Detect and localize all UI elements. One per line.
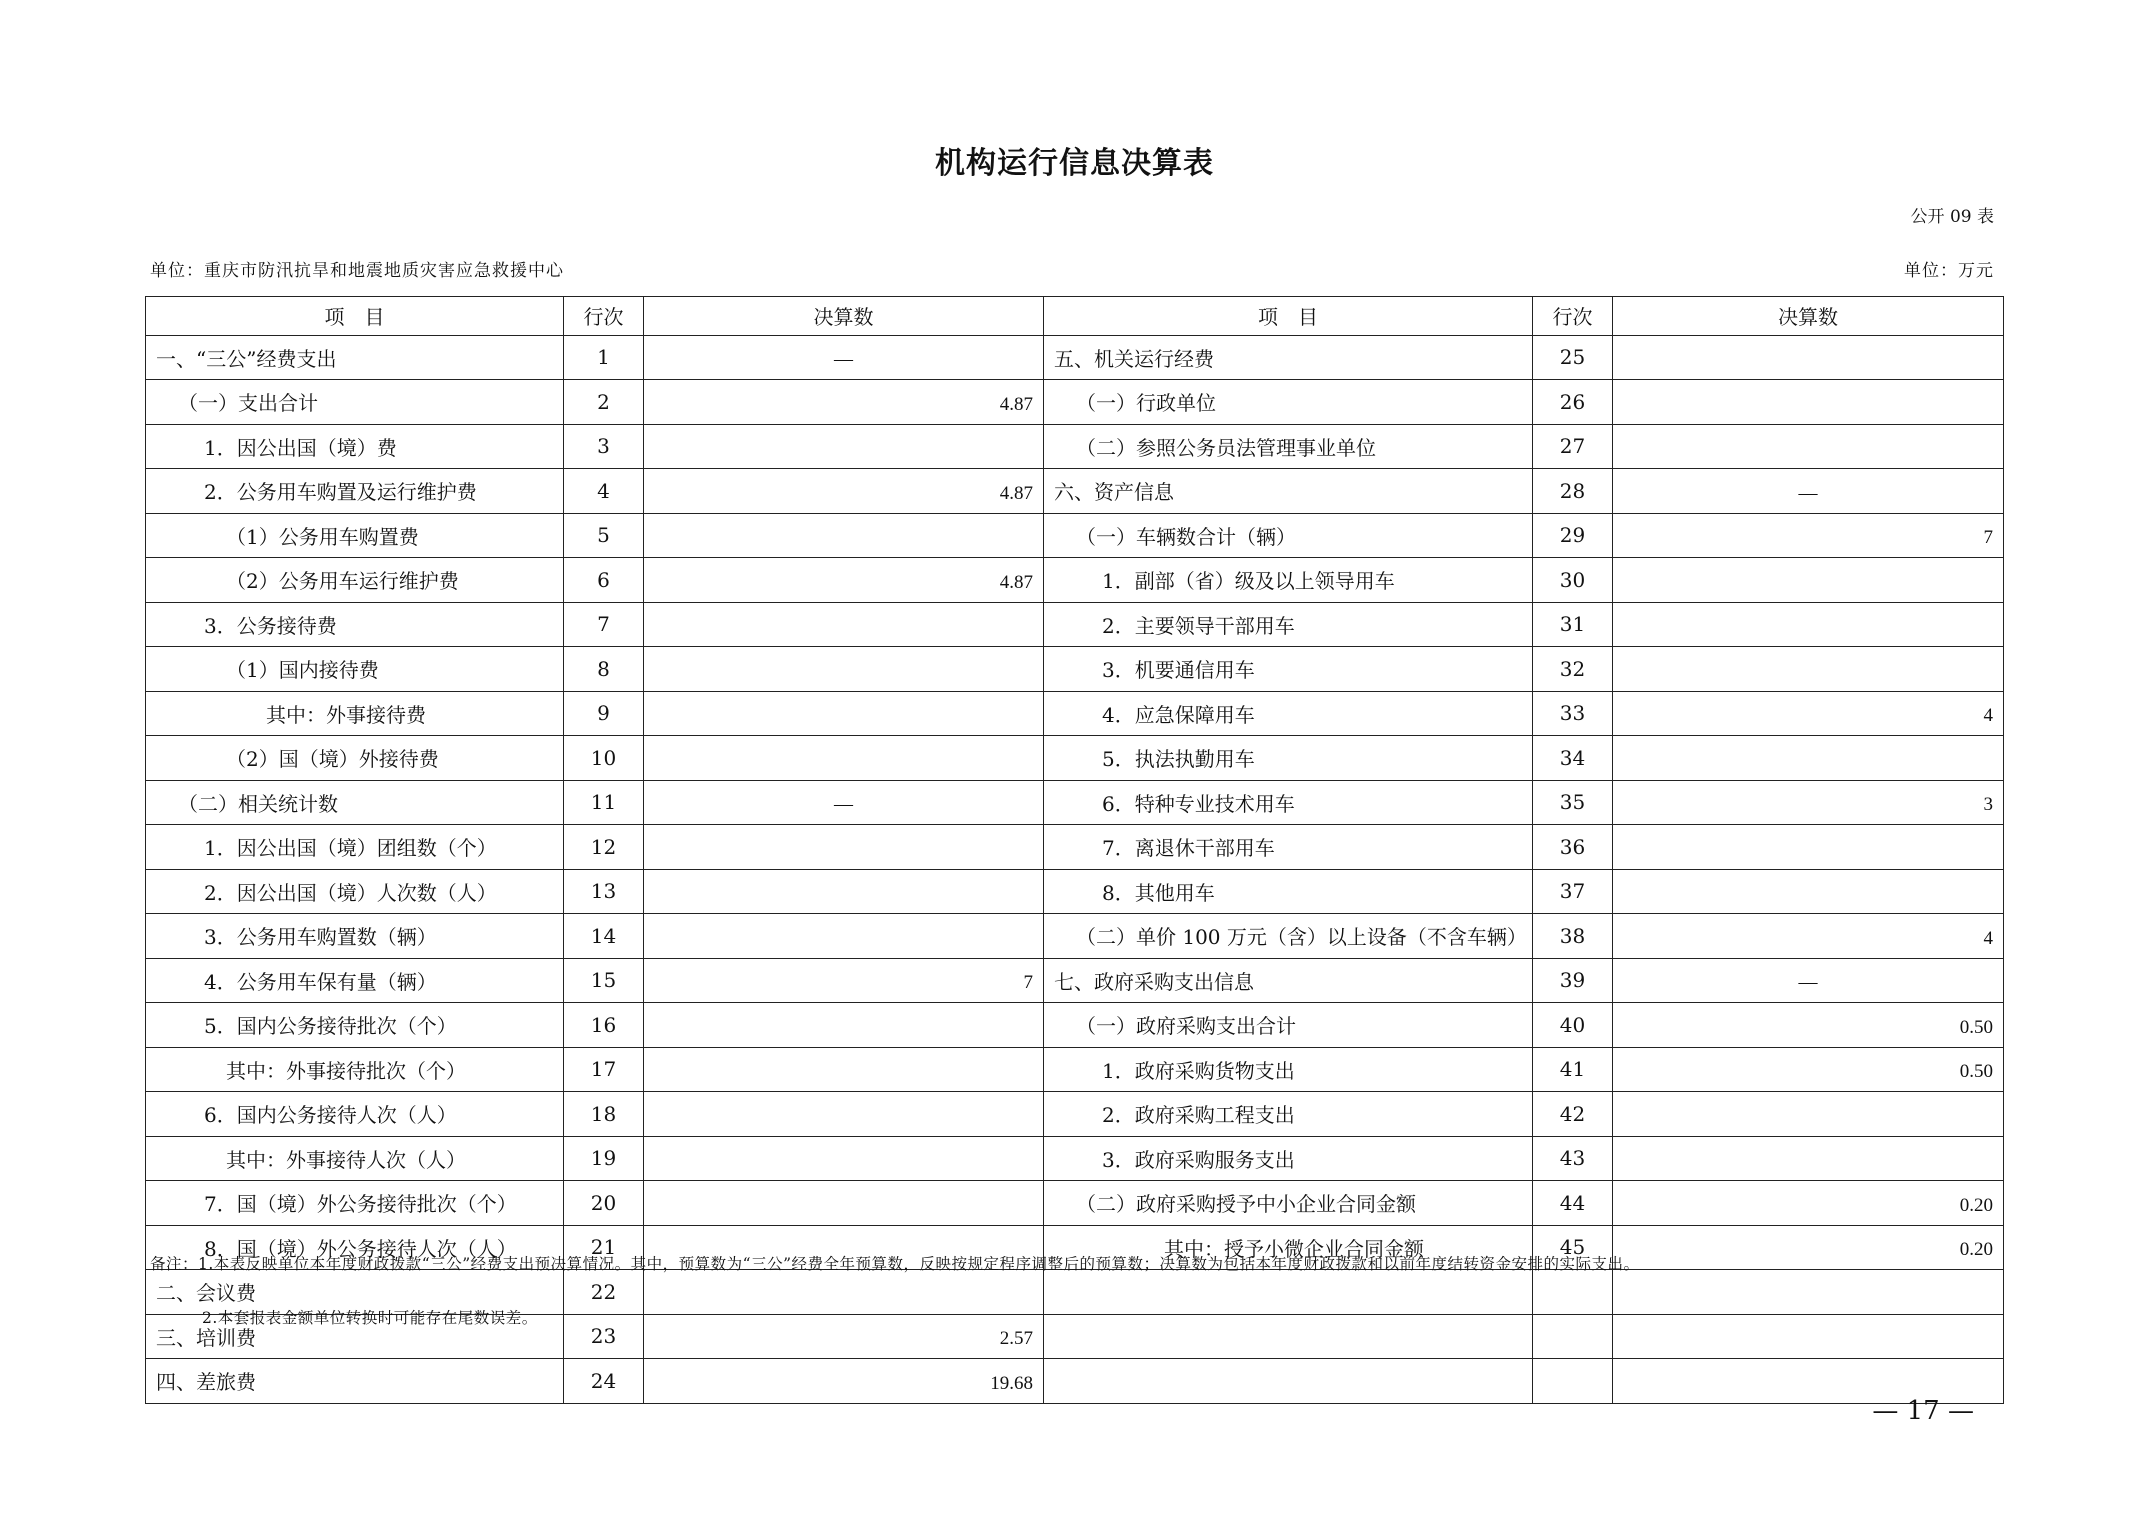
row-item-right: （二）政府采购授予中小企业合同金额 [1044,1181,1533,1226]
row-amount-left [644,869,1044,914]
row-item-right: 1．副部（省）级及以上领导用车 [1044,558,1533,603]
row-amount-right [1613,335,2004,380]
operations-info-table [145,296,2004,1404]
row-line-left: 3 [564,424,644,469]
currency-unit: 单位：万元 [1904,261,1994,281]
row-item-left: （二）相关统计数 [146,780,564,825]
row-item-right [1044,1314,1533,1359]
row-amount-right [1613,1092,2004,1137]
table-row [146,335,2004,380]
header-amount-left: 决算数 [644,297,1044,336]
row-amount-left [644,1181,1044,1226]
row-item-left: （1）国内接待费 [146,647,564,692]
row-line-left: 13 [564,869,644,914]
row-line-left: 9 [564,691,644,736]
row-amount-left [644,914,1044,959]
header-item-right: 项 目 [1044,297,1533,336]
row-item-right: 3．机要通信用车 [1044,647,1533,692]
row-line-right [1533,1270,1613,1315]
row-item-right: 8．其他用车 [1044,869,1533,914]
row-item-left: （2）公务用车运行维护费 [146,558,564,603]
row-line-left: 12 [564,825,644,870]
footnote-2: 2.本套报表金额单位转换时可能存在尾数误差。 [202,1309,538,1327]
table-row [146,380,2004,425]
row-amount-left [644,1003,1044,1048]
row-item-right: 七、政府采购支出信息 [1044,958,1533,1003]
row-line-right: 33 [1533,691,1613,736]
table-row [146,424,2004,469]
form-number: 公开 09 表 [1910,207,1994,227]
row-line-right: 35 [1533,780,1613,825]
row-amount-right: 0.50 [1613,1047,2004,1092]
row-item-right: 1．政府采购货物支出 [1044,1047,1533,1092]
row-amount-right [1613,647,2004,692]
header-item-left: 项 目 [146,297,564,336]
row-line-right: 42 [1533,1092,1613,1137]
table-row [146,736,2004,781]
row-amount-left: 7 [644,958,1044,1003]
row-line-left: 7 [564,602,644,647]
row-item-left: 8．国（境）外公务接待人次（人） [146,1225,564,1270]
row-line-left: 17 [564,1047,644,1092]
row-item-left: 其中：外事接待费 [146,691,564,736]
row-line-right: 26 [1533,380,1613,425]
row-item-right: 6．特种专业技术用车 [1044,780,1533,825]
row-item-left: 二、会议费 [146,1270,564,1315]
row-item-left: 5．国内公务接待批次（个） [146,1003,564,1048]
row-amount-right: 4 [1613,914,2004,959]
row-item-right [1044,1359,1533,1404]
row-amount-right [1613,825,2004,870]
row-line-left: 16 [564,1003,644,1048]
row-amount-right [1613,424,2004,469]
table-row [146,1092,2004,1137]
page-number: — 17 — [1872,1396,1974,1426]
row-amount-right [1613,558,2004,603]
row-line-right: 34 [1533,736,1613,781]
row-amount-left [644,1270,1044,1315]
row-line-right: 31 [1533,602,1613,647]
table-row [146,1047,2004,1092]
row-amount-left: 4.87 [644,380,1044,425]
row-item-left: 其中：外事接待人次（人） [146,1136,564,1181]
row-amount-left [644,602,1044,647]
row-line-right: 43 [1533,1136,1613,1181]
row-line-left: 19 [564,1136,644,1181]
row-line-right: 45 [1533,1225,1613,1270]
row-amount-left [644,1047,1044,1092]
row-item-left: 6．国内公务接待人次（人） [146,1092,564,1137]
row-line-right: 27 [1533,424,1613,469]
table-row [146,558,2004,603]
row-item-right: 2．主要领导干部用车 [1044,602,1533,647]
row-line-left: 11 [564,780,644,825]
table-row [146,825,2004,870]
row-item-left: 7．国（境）外公务接待批次（个） [146,1181,564,1226]
table-header-row [146,297,2004,336]
table-row [146,469,2004,514]
row-line-right: 30 [1533,558,1613,603]
row-line-left: 10 [564,736,644,781]
row-item-right: 六、资产信息 [1044,469,1533,514]
table-row [146,691,2004,736]
table-row [146,647,2004,692]
row-item-left: （2）国（境）外接待费 [146,736,564,781]
row-amount-right: 0.20 [1613,1225,2004,1270]
row-amount-right [1613,1136,2004,1181]
row-amount-left [644,513,1044,558]
row-item-left: 2．因公出国（境）人次数（人） [146,869,564,914]
row-amount-left [644,736,1044,781]
row-line-right: 39 [1533,958,1613,1003]
row-line-left: 21 [564,1225,644,1270]
table-row [146,780,2004,825]
row-amount-right [1613,1270,2004,1315]
row-item-left: （一）支出合计 [146,380,564,425]
row-item-left: 四、差旅费 [146,1359,564,1404]
row-line-right: 32 [1533,647,1613,692]
row-amount-left: 4.87 [644,469,1044,514]
table-row [146,1136,2004,1181]
row-item-right: 五、机关运行经费 [1044,335,1533,380]
row-amount-left [644,424,1044,469]
row-item-right: 4．应急保障用车 [1044,691,1533,736]
row-item-right: （二）参照公务员法管理事业单位 [1044,424,1533,469]
row-line-left: 14 [564,914,644,959]
row-amount-left [644,647,1044,692]
table-row [146,914,2004,959]
table-row [146,1359,2004,1404]
row-item-left: 其中：外事接待批次（个） [146,1047,564,1092]
row-amount-left [644,1136,1044,1181]
header-amount-right: 决算数 [1613,297,2004,336]
row-amount-right: — [1613,958,2004,1003]
row-line-right [1533,1314,1613,1359]
row-amount-right: 3 [1613,780,2004,825]
row-amount-left: 19.68 [644,1359,1044,1404]
row-amount-right: 7 [1613,513,2004,558]
table-row [146,1003,2004,1048]
row-item-right: 其中：授予小微企业合同金额 [1044,1225,1533,1270]
row-amount-left [644,691,1044,736]
row-item-right: （一）行政单位 [1044,380,1533,425]
row-amount-right [1613,1314,2004,1359]
row-amount-left: 2.57 [644,1314,1044,1359]
table-row [146,602,2004,647]
row-line-left: 6 [564,558,644,603]
row-amount-right: 0.20 [1613,1181,2004,1226]
row-item-left: 一、“三公”经费支出 [146,335,564,380]
row-item-right: （二）单价 100 万元（含）以上设备（不含车辆） [1044,914,1533,959]
row-line-left: 20 [564,1181,644,1226]
row-item-left: 三、培训费 [146,1314,564,1359]
row-amount-right: — [1613,469,2004,514]
row-item-right: 7．离退休干部用车 [1044,825,1533,870]
row-line-left: 15 [564,958,644,1003]
row-amount-left [644,825,1044,870]
row-item-right: （一）政府采购支出合计 [1044,1003,1533,1048]
row-item-right: 2．政府采购工程支出 [1044,1092,1533,1137]
row-line-right: 41 [1533,1047,1613,1092]
row-line-left: 5 [564,513,644,558]
row-line-right: 36 [1533,825,1613,870]
row-item-left: 3．公务接待费 [146,602,564,647]
row-amount-right: 0.50 [1613,1003,2004,1048]
footnote-1: 备注：1.本表反映单位本年度财政拨款“三公”经费支出预决算情况。其中，预算数为“三公”经费全年预算数，反映按规定程序调整后的预算数；决算数为包括本年度财政拨款和以前年度结转资金安排的实际支出。 [150,1255,1640,1273]
table-row [146,1181,2004,1226]
row-amount-right [1613,602,2004,647]
row-item-left: 4．公务用车保有量（辆） [146,958,564,1003]
row-line-left: 23 [564,1314,644,1359]
header-line-right: 行次 [1533,297,1613,336]
row-line-left: 1 [564,335,644,380]
row-line-left: 4 [564,469,644,514]
row-item-left: （1）公务用车购置费 [146,513,564,558]
row-item-left: 1．因公出国（境）费 [146,424,564,469]
row-line-left: 2 [564,380,644,425]
row-line-left: 24 [564,1359,644,1404]
row-amount-right [1613,736,2004,781]
row-amount-left: 4.87 [644,558,1044,603]
row-line-right: 25 [1533,335,1613,380]
row-line-left: 22 [564,1270,644,1315]
table-row [146,869,2004,914]
row-line-right: 38 [1533,914,1613,959]
table-row [146,958,2004,1003]
row-item-left: 1．因公出国（境）团组数（个） [146,825,564,870]
row-item-right: （一）车辆数合计（辆） [1044,513,1533,558]
row-amount-right [1613,869,2004,914]
row-amount-left [644,1092,1044,1137]
reporting-unit: 单位：重庆市防汛抗旱和地震地质灾害应急救援中心 [150,261,564,281]
row-item-left: 2．公务用车购置及运行维护费 [146,469,564,514]
row-line-right [1533,1359,1613,1404]
row-line-right: 37 [1533,869,1613,914]
row-line-right: 40 [1533,1003,1613,1048]
row-item-right [1044,1270,1533,1315]
row-line-right: 28 [1533,469,1613,514]
header-line-left: 行次 [564,297,644,336]
row-item-left: 3．公务用车购置数（辆） [146,914,564,959]
row-line-left: 8 [564,647,644,692]
row-item-right: 5．执法执勤用车 [1044,736,1533,781]
row-amount-right: 4 [1613,691,2004,736]
table-row [146,513,2004,558]
row-amount-left: — [644,780,1044,825]
row-line-left: 18 [564,1092,644,1137]
row-item-right: 3．政府采购服务支出 [1044,1136,1533,1181]
row-amount-left: — [644,335,1044,380]
row-line-right: 44 [1533,1181,1613,1226]
row-line-right: 29 [1533,513,1613,558]
page-title: 机构运行信息决算表 [935,146,1214,181]
row-amount-right [1613,380,2004,425]
